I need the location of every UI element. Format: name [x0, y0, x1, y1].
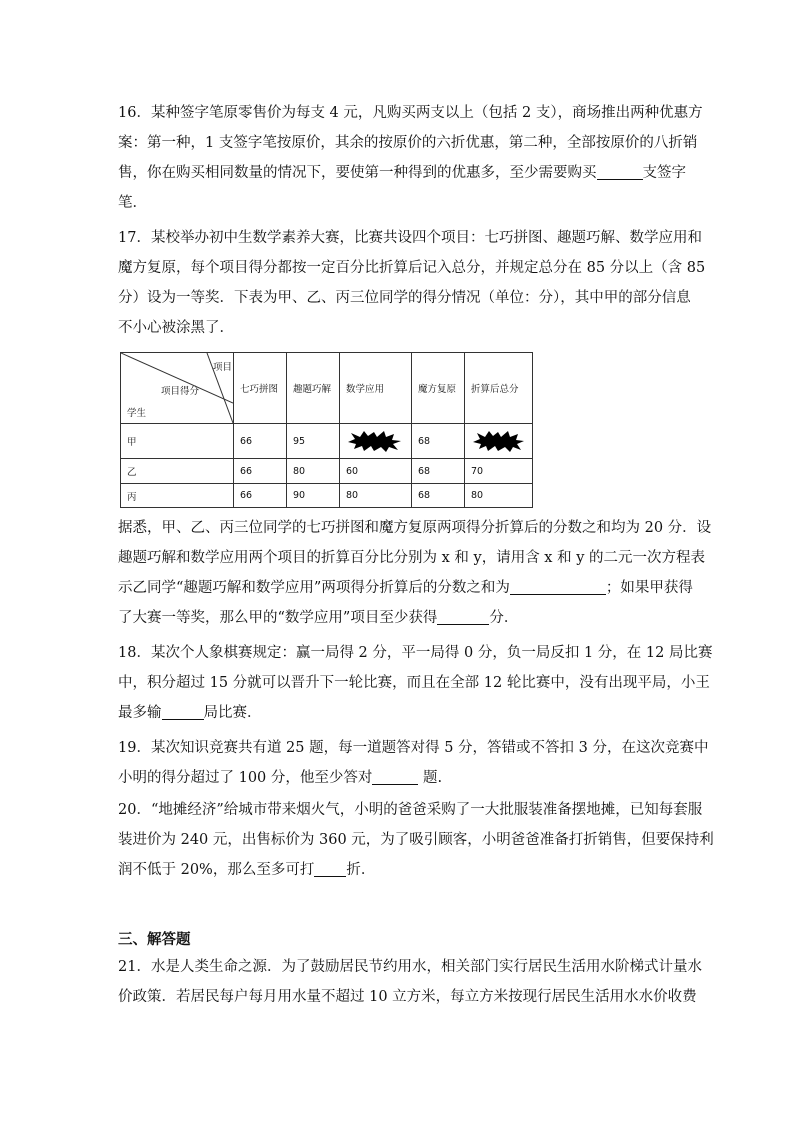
- header-cell: 数学应用: [340, 353, 412, 424]
- q20-line-3-text: 润不低于 20%，那么至多可打: [118, 862, 315, 878]
- q17-after-line-3: [118, 573, 693, 603]
- q16-line-3: [118, 158, 686, 188]
- table-cell: 68: [412, 424, 465, 459]
- q17-answer-blank-1[interactable]: [510, 578, 606, 595]
- table-cell: 80: [340, 484, 412, 508]
- q21-line-1: 21．水是人类生命之源．为了鼓励居民节约用水，相关部门实行居民生活用水阶梯式计量水: [118, 959, 702, 975]
- q19-line-2: [118, 763, 678, 793]
- ink-blot-icon: [471, 430, 525, 452]
- q17-after-line-4-text: 了大赛一等奖，那么甲的“数学应用”项目至少获得: [118, 610, 438, 626]
- question-18: [118, 638, 713, 728]
- q16-line-4: 笔．: [118, 195, 147, 211]
- q16-answer-blank[interactable]: [597, 163, 643, 180]
- row-label: 乙: [121, 459, 234, 484]
- table-cell: 66: [234, 459, 287, 484]
- q18-line-1: 18．某次个人象棋赛规定：赢一局得 2 分，平一局得 0 分，负一局反扣 1 分，在 12 局比赛: [118, 645, 713, 661]
- q17-line-3: 分）设为一等奖．下表为甲、乙、丙三位同学的得分情况（单位：分），其中甲的部分信息: [118, 290, 691, 306]
- table-cell: 80: [465, 484, 533, 508]
- table-cell: 68: [412, 459, 465, 484]
- q16-line-2: 案：第一种，1 支签字笔按原价，其余的按原价的六折优惠，第二种，全部按原价的八折销: [118, 135, 698, 151]
- q17-line-4: 不小心被涂黑了．: [118, 320, 234, 336]
- q17-after-line-3-tail: ；如果甲获得: [605, 580, 693, 596]
- table-cell: 80: [287, 459, 340, 484]
- question-17-continued: [118, 513, 712, 633]
- question-17: [118, 223, 706, 343]
- table-row: [121, 459, 533, 484]
- q17-after-line-4: [118, 603, 678, 633]
- row-label: 甲: [121, 424, 234, 459]
- q18-line-3-tail: 局比赛．: [203, 705, 262, 721]
- q16-line-1: 16．某种签字笔原零售价为每支 4 元，凡购买两支以上（包括 2 支），商场推出两种优惠方: [118, 105, 703, 121]
- table-cell: 95: [287, 424, 340, 459]
- q19-line-1: 19．某次知识竞赛共有道 25 题，每一道题答对得 5 分，答错或不答扣 3 分，在这次竞赛中: [118, 740, 709, 756]
- table-row: [121, 484, 533, 508]
- q18-line-3: [118, 698, 678, 728]
- q16-line-3-text: 售，你在购买相同数量的情况下，要使第一种得到的优惠多，至少需要购买: [118, 165, 597, 181]
- table-cell: 66: [234, 424, 287, 459]
- q20-answer-blank[interactable]: [314, 860, 346, 877]
- q18-line-2: 中，积分超过 15 分就可以晋升下一轮比赛，而且在全部 12 轮比赛中，没有出现平局，小王: [118, 675, 710, 691]
- corner-label-bottom: 学生: [127, 408, 147, 419]
- q20-line-3-tail: 折．: [346, 862, 376, 878]
- q21-line-2: 价政策．若居民每户每月用水量不超过 10 立方米，每立方米按现行居民生活用水水价收费: [118, 989, 697, 1005]
- table-cell: 66: [234, 484, 287, 508]
- q19-line-2-text: 小明的得分超过了 100 分，他至少答对: [118, 770, 373, 786]
- score-table: [120, 352, 533, 508]
- header-cell: 折算后总分: [465, 353, 533, 424]
- corner-label-mid: 项目得分: [161, 386, 200, 397]
- row-label: 丙: [121, 484, 234, 508]
- q19-answer-blank[interactable]: [372, 768, 418, 785]
- q16-line-3-tail: 支签字: [642, 165, 686, 181]
- q20-line-3: [118, 855, 678, 885]
- table-cell: 60: [340, 459, 412, 484]
- q17-after-line-2: 趣题巧解和数学应用两个项目的折算百分比分别为 x 和 y，请用含 x 和 y 的二元一次方程表: [118, 550, 705, 566]
- corner-label-top: 项目: [213, 362, 233, 373]
- table-header-row: [121, 353, 533, 424]
- q17-after-line-3-text: 示乙同学“趣题巧解和数学应用”两项得分折算后的分数之和为: [118, 580, 510, 596]
- q17-line-1: 17．某校举办初中生数学素养大赛，比赛共设四个项目：七巧拼图、趣题巧解、数学应用和: [118, 230, 702, 246]
- table-cell: 90: [287, 484, 340, 508]
- question-19: [118, 733, 709, 793]
- q20-line-2: 装进价为 240 元，出售标价为 360 元，为了吸引顾客，小明爸爸准备打折销售，但要保持利: [118, 832, 714, 848]
- q20-line-1: 20．“地摊经济”给城市带来烟火气，小明的爸爸采购了一大批服装准备摆地摊，已知每套服: [118, 802, 703, 818]
- ink-blot-icon: [346, 430, 402, 452]
- table-corner-cell: [121, 353, 234, 424]
- table-row: [121, 424, 533, 459]
- table-cell: 68: [412, 484, 465, 508]
- question-16: [118, 98, 703, 218]
- header-cell: 魔方复原: [412, 353, 465, 424]
- q18-line-3-text: 最多输: [118, 705, 162, 721]
- q17-answer-blank-2[interactable]: [437, 608, 489, 625]
- q17-after-line-1: 据悉，甲、乙、丙三位同学的七巧拼图和魔方复原两项得分折算后的分数之和均为 20 分．设: [118, 520, 712, 536]
- question-21: [118, 952, 702, 1012]
- q17-line-2: 魔方复原，每个项目得分都按一定百分比折算后记入总分，并规定总分在 85 分以上（含 85: [118, 260, 706, 276]
- blacked-out-cell: [340, 424, 412, 459]
- table-cell: 70: [465, 459, 533, 484]
- q18-answer-blank[interactable]: [162, 703, 204, 720]
- q19-line-2-tail: 题.: [423, 770, 443, 786]
- q17-after-line-4-tail: 分．: [489, 610, 519, 626]
- question-20: [118, 795, 714, 885]
- section-heading: 三、解答题: [118, 931, 191, 948]
- header-cell: 七巧拼图: [234, 353, 287, 424]
- header-cell: 趣题巧解: [287, 353, 340, 424]
- blacked-out-cell: [465, 424, 533, 459]
